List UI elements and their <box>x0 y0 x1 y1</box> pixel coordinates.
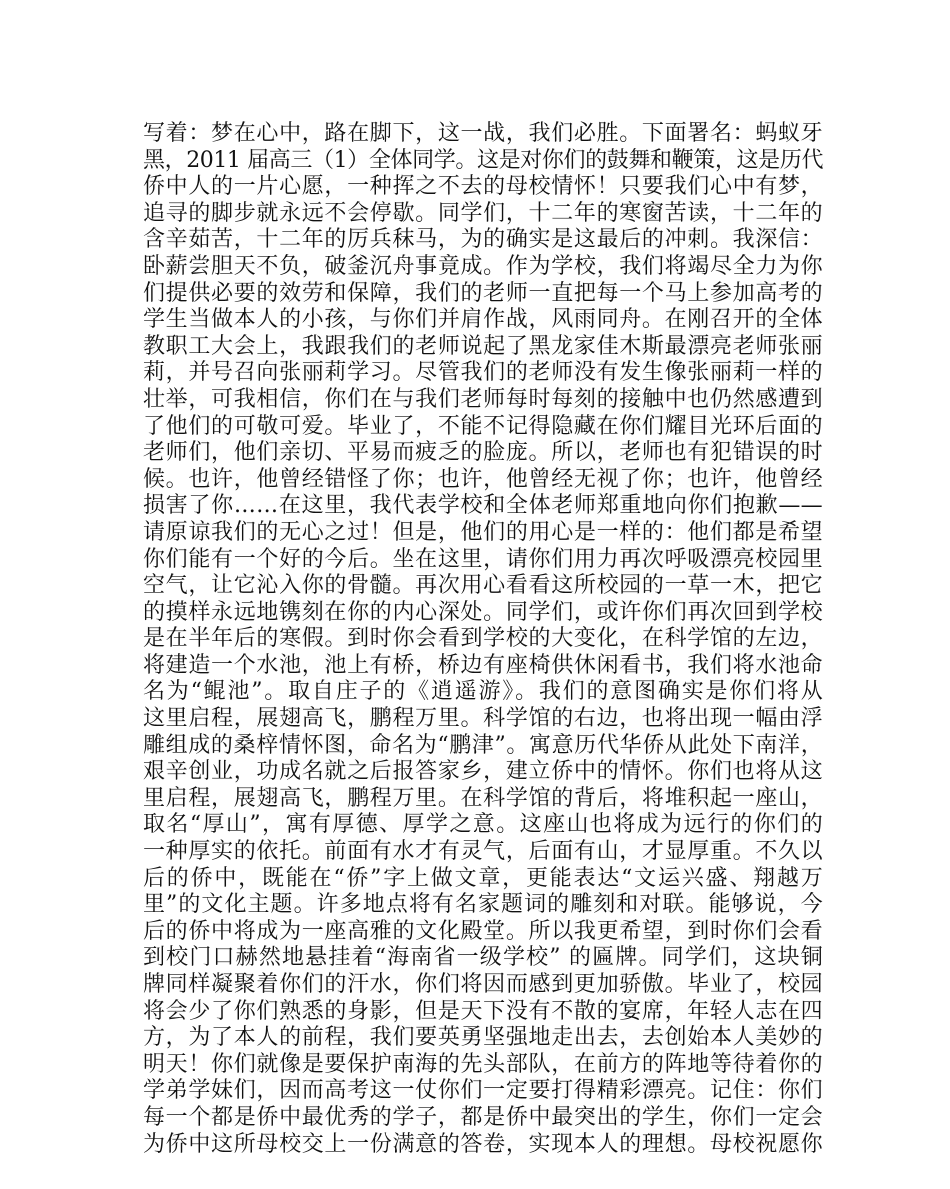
text-line: 雕组成的桑梓情怀图，命名为“鹏津”。寓意历代华侨从此处下南洋， <box>143 732 823 758</box>
text-line: 里启程，展翅高飞，鹏程万里。在科学馆的背后，将堆积起一座山， <box>143 785 823 811</box>
text-line: 你们能有一个好的今后。坐在这里，请你们用力再次呼吸漂亮校园里 <box>143 546 823 572</box>
text-line: 壮举，可我相信，你们在与我们老师每时每刻的接触中也仍然感遭到 <box>143 386 823 412</box>
text-line: 莉，并号召向张丽莉学习。尽管我们的老师没有发生像张丽莉一样的 <box>143 360 823 386</box>
text-line: 学弟学妹们，因而高考这一仗你们一定要打得精彩漂亮。记住：你们 <box>143 1078 823 1104</box>
text-line: 到校门口赫然地悬挂着“海南省一级学校” 的匾牌。同学们，这块铜 <box>143 945 823 971</box>
text-line: 学生当做本人的小孩，与你们并肩作战，风雨同舟。在刚召开的全体 <box>143 307 823 333</box>
text-line: 空气，让它沁入你的骨髓。再次用心看看这所校园的一草一木，把它 <box>143 573 823 599</box>
text-line: 请原谅我们的无心之过！但是，他们的用心是一样的：他们都是希望 <box>143 519 823 545</box>
text-line: 写着：梦在心中，路在脚下，这一战，我们必胜。下面署名：蚂蚁牙 <box>143 121 823 146</box>
text-line: 这里启程，展翅高飞，鹏程万里。科学馆的右边，也将出现一幅由浮 <box>143 706 823 732</box>
text-line: 教职工大会上，我跟我们的老师说起了黑龙家佳木斯最漂亮老师张丽 <box>143 333 823 359</box>
text-line: 每一个都是侨中最优秀的学子，都是侨中最突出的学生，你们一定会 <box>143 1104 823 1130</box>
text-line: 含辛茹苦，十二年的厉兵秣马，为的确实是这最后的冲刺。我深信： <box>143 227 823 253</box>
text-line: 了他们的可敬可爱。毕业了，不能不记得隐藏在你们耀目光环后面的 <box>143 413 823 439</box>
text-line: 损害了你……在这里，我代表学校和全体老师郑重地向你们抱歉—— <box>143 493 823 519</box>
text-line: 卧薪尝胆天不负，破釜沉舟事竟成。作为学校，我们将竭尽全力为你 <box>143 253 823 279</box>
text-line: 们提供必要的效劳和保障，我们的老师一直把每一个马上参加高考的 <box>143 280 823 306</box>
text-line: 里”的文化主题。许多地点将有名家题词的雕刻和对联。能够说，今 <box>143 892 823 918</box>
text-line: 名为“鲲池”。取自庄子的《逍遥游》。我们的意图确实是你们将从 <box>143 679 823 705</box>
text-line: 老师们，他们亲切、平易而疲乏的脸庞。所以，老师也有犯错误的时 <box>143 440 823 466</box>
body-text <box>143 121 823 1158</box>
text-line: 追寻的脚步就永远不会停歇。同学们，十二年的寒窗苦读，十二年的 <box>143 200 823 226</box>
text-line: 将建造一个水池，池上有桥，桥边有座椅供休闲看书，我们将水池命 <box>143 652 823 678</box>
text-line: 黑，2011 届高三（1）全体同学。这是对你们的鼓舞和鞭策，这是历代 <box>143 147 823 173</box>
text-line: 侨中人的一片心愿，一种挥之不去的母校情怀！只要我们心中有梦， <box>143 174 823 200</box>
text-line: 的摸样永远地镌刻在你的内心深处。同学们，或许你们再次回到学校 <box>143 599 823 625</box>
text-line: 牌同样凝聚着你们的汗水，你们将因而感到更加骄傲。毕业了，校园 <box>143 972 823 997</box>
text-line: 艰辛创业，功成名就之后报答家乡，建立侨中的情怀。你们也将从这 <box>143 759 823 785</box>
text-line: 后的侨中将成为一座高雅的文化殿堂。所以我更希望，到时你们会看 <box>143 918 823 944</box>
text-line: 方，为了本人的前程，我们要英勇坚强地走出去，去创始本人美妙的 <box>143 1025 823 1051</box>
text-line: 明天！你们就像是要保护南海的先头部队，在前方的阵地等待着你的 <box>143 1051 823 1077</box>
text-line: 取名“厚山”，寓有厚德、厚学之意。这座山也将成为远行的你们的 <box>143 812 823 838</box>
text-line: 是在半年后的寒假。到时你会看到学校的大变化，在科学馆的左边， <box>143 626 823 652</box>
text-line: 为侨中这所母校交上一份满意的答卷，实现本人的理想。母校祝愿你 <box>143 1131 823 1157</box>
text-line: 将会少了你们熟悉的身影，但是天下没有不散的宴席，年轻人志在四 <box>143 998 823 1024</box>
text-line: 后的侨中，既能在“侨”字上做文章，更能表达“文运兴盛、翔越万 <box>143 865 823 891</box>
text-line: 一种厚实的依托。前面有水才有灵气，后面有山，才显厚重。不久以 <box>143 839 823 865</box>
text-line: 候。也许，他曾经错怪了你；也许，他曾经无视了你；也许，他曾经 <box>143 466 823 492</box>
